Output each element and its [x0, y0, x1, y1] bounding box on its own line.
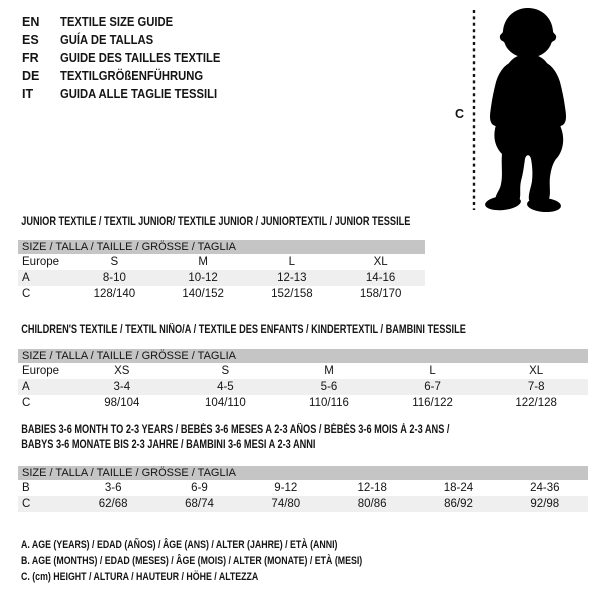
size-cell: 10-12 — [188, 272, 218, 284]
table-row — [18, 286, 425, 302]
size-cell: 14-16 — [365, 272, 396, 284]
section-junior-textile — [18, 215, 425, 302]
row-label: A — [22, 272, 30, 284]
baby-silhouette-icon — [478, 6, 578, 212]
table-row — [18, 480, 588, 496]
section-title: BABYS 3-6 MONATE BIS 2-3 JAHRE / BAMBINI 3-6 MESI A 2-3 ANNI — [21, 439, 316, 451]
language-row — [22, 49, 238, 67]
language-code: ES — [22, 33, 39, 47]
language-code: EN — [22, 15, 40, 29]
size-cell: 12-13 — [277, 272, 307, 284]
section-babies-textile — [18, 423, 588, 512]
size-cell: 104/110 — [205, 397, 246, 409]
size-cell: S — [110, 256, 119, 268]
table-row — [18, 395, 588, 411]
size-cell: 9-12 — [274, 482, 298, 494]
footnote-line: A. AGE (YEARS) / EDAD (AÑOS) / ÂGE (ANS) / ALTER (JAHRE) / ETÀ (ANNI) — [21, 539, 338, 551]
size-cell: 6-9 — [191, 482, 208, 494]
size-cell: 80/86 — [357, 498, 387, 510]
section-childrens-textile — [18, 323, 588, 411]
table-row — [18, 363, 588, 379]
size-cell: 128/140 — [93, 288, 136, 300]
size-cell: M — [198, 256, 208, 268]
size-cell: L — [429, 365, 436, 377]
size-cell: 4-5 — [217, 381, 234, 393]
size-cell: XL — [529, 365, 544, 377]
size-cell: L — [288, 256, 296, 268]
size-cell: XL — [373, 256, 388, 268]
size-cell: 92/98 — [530, 498, 560, 510]
size-cell: 5-6 — [320, 381, 338, 393]
size-table — [18, 254, 425, 302]
table-row — [18, 254, 425, 270]
size-cell: 3-4 — [113, 381, 131, 393]
size-table — [18, 363, 588, 411]
size-cell: 158/170 — [359, 288, 402, 300]
row-label: Europe — [22, 365, 60, 377]
language-code: DE — [22, 69, 40, 83]
section-title: JUNIOR TEXTILE / TEXTIL JUNIOR/ TEXTILE JUNIOR / JUNIORTEXTIL / JUNIOR TESSILE — [21, 216, 411, 228]
size-cell: 12-18 — [357, 482, 387, 494]
size-cell: 62/68 — [98, 498, 128, 510]
language-row — [22, 13, 238, 31]
language-title: TEXTILE SIZE GUIDE — [60, 15, 174, 29]
footnote-line: B. AGE (MONTHS) / EDAD (MESES) / ÂGE (MOIS) / ALTER (MONATE) / ETÀ (MESI) — [21, 555, 363, 567]
size-table — [18, 480, 588, 512]
size-cell: 68/74 — [185, 498, 214, 510]
language-code: IT — [22, 87, 34, 101]
size-cell: 24-36 — [530, 482, 560, 494]
size-header-bar: SIZE / TALLA / TAILLE / GRÖSSE / TAGLIA — [18, 349, 588, 363]
size-header-bar: SIZE / TALLA / TAILLE / GRÖSSE / TAGLIA — [18, 240, 425, 254]
size-cell: 74/80 — [271, 498, 301, 510]
row-label: C — [22, 288, 31, 300]
size-cell: 116/122 — [412, 397, 453, 409]
language-title: GUÍA DE TALLAS — [60, 33, 154, 47]
language-title: GUIDE DES TAILLES TEXTILE — [60, 51, 221, 65]
section-title: BABIES 3-6 MONTH TO 2-3 YEARS / BEBÉS 3-6 MESES A 2-3 AÑOS / BÉBÉS 3-6 MOIS À 2-3 ANS / — [21, 424, 450, 436]
row-label: C — [22, 397, 31, 409]
section-title: CHILDREN'S TEXTILE / TEXTIL NIÑO/A / TEXTILE DES ENFANTS / KINDERTEXTIL / BAMBINI TESSILE — [21, 324, 466, 336]
language-title: GUIDA ALLE TAGLIE TESSILI — [60, 87, 218, 101]
table-row — [18, 496, 588, 512]
size-cell: S — [221, 365, 230, 377]
size-cell: 86/92 — [444, 498, 473, 510]
row-label: Europe — [22, 256, 60, 268]
table-row — [18, 270, 425, 286]
size-cell: 18-24 — [443, 482, 474, 494]
language-row — [22, 31, 238, 49]
size-cell: 3-6 — [104, 482, 122, 494]
footnote-line: C. (cm) HEIGHT / ALTURA / HAUTEUR / HÖHE / ALTEZZA — [21, 571, 259, 583]
height-dashed-line — [471, 8, 477, 212]
language-title-list — [22, 13, 238, 103]
size-cell: M — [324, 365, 334, 377]
size-cell: 152/158 — [271, 288, 313, 300]
size-cell: 110/116 — [309, 397, 349, 409]
language-row — [22, 67, 238, 85]
size-cell: 6-7 — [424, 381, 441, 393]
row-label: A — [22, 381, 30, 393]
size-header-bar: SIZE / TALLA / TAILLE / GRÖSSE / TAGLIA — [18, 466, 588, 480]
language-title: TEXTILGRÖßENFÜHRUNG — [60, 69, 204, 83]
table-row — [18, 379, 588, 395]
size-cell: 98/104 — [104, 397, 140, 409]
size-cell: XS — [114, 365, 130, 377]
footnote-list — [21, 537, 448, 585]
row-label: C — [22, 498, 31, 510]
language-row — [22, 85, 238, 103]
size-cell: 140/152 — [182, 288, 224, 300]
size-cell: 122/128 — [515, 397, 557, 409]
size-cell: 7-8 — [527, 381, 545, 393]
language-code: FR — [22, 51, 39, 65]
row-label: B — [22, 482, 30, 494]
figure-label-c: C — [455, 107, 465, 121]
size-cell: 8-10 — [102, 272, 126, 284]
